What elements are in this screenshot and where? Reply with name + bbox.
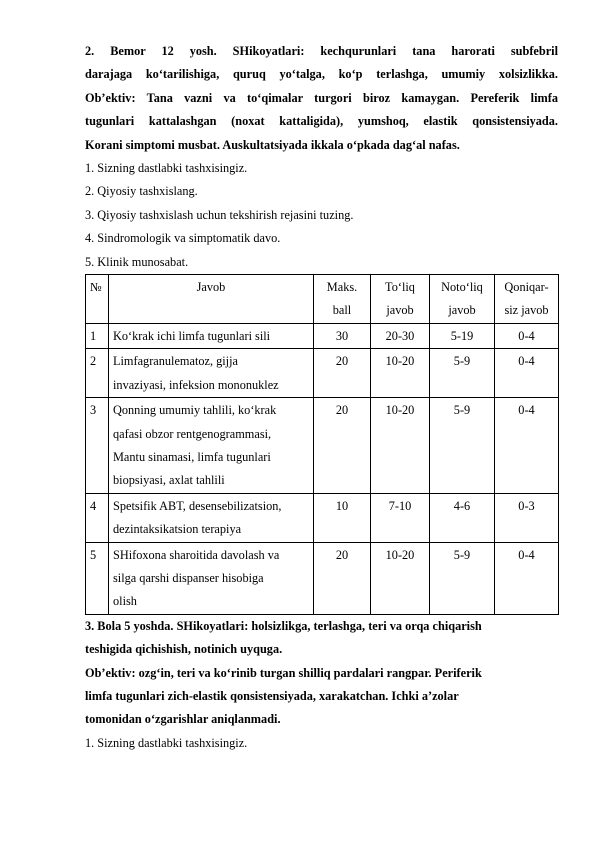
cell-answer (109, 542, 314, 614)
cell-answer-line: olish (113, 594, 137, 609)
cell-partial-answer: 5-19 (430, 323, 495, 348)
cell-answer-line: biopsiyasi, axlat tahlili (113, 473, 225, 488)
cell-answer (109, 323, 314, 348)
cell-full-answer: 10-20 (371, 542, 430, 614)
cell-max-score: 20 (314, 398, 371, 494)
header-number-label: № (90, 280, 102, 295)
case-3-line: teshigida qichishish, notinich uyquga. (85, 642, 283, 657)
header-partial-answer (430, 275, 495, 324)
table-row (86, 323, 559, 348)
header-unsatisfactory-answer (495, 275, 559, 324)
cell-partial-answer: 5-9 (430, 349, 495, 398)
question-item: 4. Sindromologik va simptomatik davo. (85, 231, 281, 246)
cell-answer-line: Mantu sinamasi, limfa tugunlari (113, 449, 271, 464)
cell-unsatisfactory-answer: 0-4 (495, 349, 559, 398)
cell-full-answer: 20-30 (371, 323, 430, 348)
header-full-line: To‘liq (385, 280, 415, 295)
cell-partial-answer: 5-9 (430, 398, 495, 494)
question-item: 2. Qiyosiy tashxislang. (85, 184, 198, 199)
header-max-line: Maks. (326, 280, 358, 295)
cell-partial-answer: 5-9 (430, 542, 495, 614)
cell-unsatisfactory-answer: 0-3 (495, 493, 559, 542)
case-2-line: tugunlari kattalashgan (noxat kattaligida), yumshoq, elastik qonsistensiyada. (85, 114, 558, 129)
case-2-line: Korani simptomi musbat. Auskultatsiyada ikkala o‘pkada dag‘al nafas. (85, 137, 460, 152)
cell-unsatisfactory-answer: 0-4 (495, 398, 559, 494)
case-3-line: Ob’ektiv: ozg‘in, teri va ko‘rinib turgan shilliq pardalari rangpar. Periferik (85, 665, 482, 680)
cell-answer-line: Ko‘krak ichi limfa tugunlari sili (113, 328, 271, 343)
question-item: 1. Sizning dastlabki tashxisingiz. (85, 735, 248, 750)
case-3-questions (85, 732, 558, 755)
cell-answer-line: Limfagranulematoz, gijja (113, 354, 238, 369)
header-answer-label: Javob (196, 280, 226, 295)
cell-answer-line: Spetsifik ABT, desensebilizatsion, (113, 498, 282, 513)
header-number (86, 275, 109, 324)
case-3-line: tomonidan o‘zgarishlar aniqlanmadi. (85, 712, 281, 727)
case-3-line: 3. Bola 5 yoshda. SHikoyatlari: holsizlikga, terlashga, teri va orqa chiqarish (85, 618, 482, 633)
header-unsatisfactory-line: siz javob (504, 303, 549, 318)
header-max-line: ball (332, 303, 352, 318)
cell-max-score: 10 (314, 493, 371, 542)
cell-number: 4 (86, 493, 109, 542)
question-item: 3. Qiyosiy tashxislash uchun tekshirish rejasini tuzing. (85, 207, 354, 222)
question-item: 5. Klinik munosabat. (85, 254, 189, 269)
cell-answer (109, 349, 314, 398)
case-2-line: Ob’ektiv: Tana vazni va to‘qimalar turgori biroz kamaygan. Pereferik limfa (85, 90, 558, 105)
case-2-line: darajaga ko‘tarilishiga, quruq yo‘talga, ko‘p terlashga, umumiy xolsizlikka. (85, 67, 558, 82)
table-row (86, 493, 559, 542)
header-full-answer (371, 275, 430, 324)
cell-answer-line: Qonning umumiy tahlili, ko‘krak (113, 403, 277, 418)
question-item: 1. Sizning dastlabki tashxisingiz. (85, 161, 248, 176)
cell-answer-line: qafasi obzor rentgenogrammasi, (113, 426, 272, 441)
cell-full-answer: 10-20 (371, 398, 430, 494)
table-body (86, 323, 559, 614)
header-unsatisfactory-line: Qoniqar- (504, 280, 549, 295)
table-header-row (86, 275, 559, 324)
case-2-description (85, 40, 558, 157)
cell-number: 3 (86, 398, 109, 494)
cell-full-answer: 10-20 (371, 349, 430, 398)
table-row (86, 398, 559, 494)
cell-answer (109, 398, 314, 494)
header-partial-line: javob (448, 303, 476, 318)
case-2-line: 2. Bemor 12 yosh. SHikoyatlari: kechqurunlari tana harorati subfebril (85, 44, 558, 58)
answer-scoring-table (85, 274, 559, 615)
table-row (86, 542, 559, 614)
cell-answer-line: dezintaksikatsion terapiya (113, 522, 242, 537)
cell-max-score: 20 (314, 542, 371, 614)
cell-full-answer: 7-10 (371, 493, 430, 542)
cell-unsatisfactory-answer: 0-4 (495, 323, 559, 348)
table-row (86, 349, 559, 398)
header-full-line: javob (386, 303, 414, 318)
case-2-questions (85, 157, 558, 274)
header-answer (109, 275, 314, 324)
cell-number: 2 (86, 349, 109, 398)
cell-answer-line: invaziyasi, infeksion mononuklez (113, 377, 279, 392)
cell-max-score: 30 (314, 323, 371, 348)
case-3-description (85, 615, 558, 732)
cell-number: 5 (86, 542, 109, 614)
cell-max-score: 20 (314, 349, 371, 398)
cell-unsatisfactory-answer: 0-4 (495, 542, 559, 614)
cell-answer-line: silga qarshi dispanser hisobiga (113, 570, 264, 585)
document-page (85, 40, 558, 755)
case-3-line: limfa tugunlari zich-elastik qonsistensiyada, xarakatchan. Ichki a’zolar (85, 688, 459, 703)
cell-number: 1 (86, 323, 109, 348)
cell-answer-line: SHifoxona sharoitida davolash va (113, 547, 280, 562)
cell-partial-answer: 4-6 (430, 493, 495, 542)
cell-answer (109, 493, 314, 542)
header-partial-line: Noto‘liq (441, 280, 483, 295)
header-max-score (314, 275, 371, 324)
